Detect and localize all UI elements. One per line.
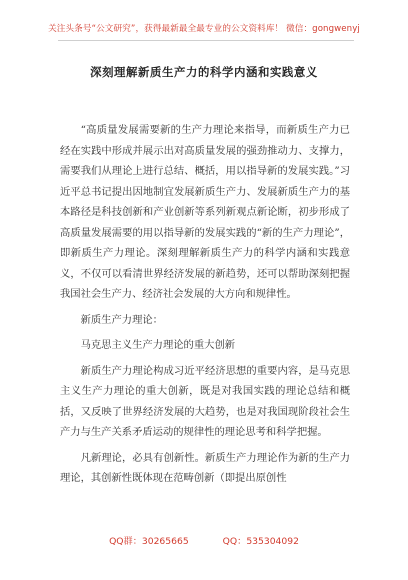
- paragraph-theory: 新质生产力理论构成习近平经济思想的重要内容，是马克思主义生产力理论的重大创新，既是对我国实践的理论总结和概括，又反映了世界经济发展的大趋势，也是对我国现阶段社会生产力与生产关系矛盾运动的规律性的理论思考和科学把握。: [60, 364, 350, 438]
- document-body: [60, 120, 350, 489]
- footer-qq-group: QQ群：30265665: [109, 536, 189, 547]
- paragraph-subheading-2: 马克思主义生产力理论的重大创新: [80, 339, 236, 351]
- footer-contact: [0, 533, 408, 547]
- paragraph-intro: “高质量发展需要新的生产力理论来指导，而新质生产力已经在实践中形成并展示出对高质量发展的强劲推动力、支撑力，需要我们从理论上进行总结、概括，用以指导新的发展实践。”习近平总书记提出因地制宜发展新质生产力、发展新质生产力的基本路径是科技创新和产业创新等系列新观点新论断，初步形成了高质量发展需要的用以指导新的发展实践的“新的生产力理论”，即新质生产力理论。深刻理解新质生产力的科学内涵和实践意义，不仅可以看清世界经济发展的新趋势，还可以帮助深刻把握我国社会生产力、经济社会发展的大方向和规律性。: [60, 124, 350, 300]
- document-title: 深刻理解新质生产力的科学内涵和实践意义: [90, 65, 318, 79]
- footer-qq-number: QQ：535304092: [222, 536, 299, 547]
- paragraph-innovation: 凡新理论，必具有创新性。新质生产力理论作为新的生产力理论，其创新性既体现在范畴创新（即提出原创性: [60, 451, 350, 484]
- header-promo-note: 关注头条号“公文研究”，获得最新最全最专业的公文资料库！ 微信：gongwenyj: [48, 24, 360, 34]
- paragraph-subheading-1: 新质生产力理论：: [80, 313, 163, 326]
- header-divider: [58, 40, 354, 41]
